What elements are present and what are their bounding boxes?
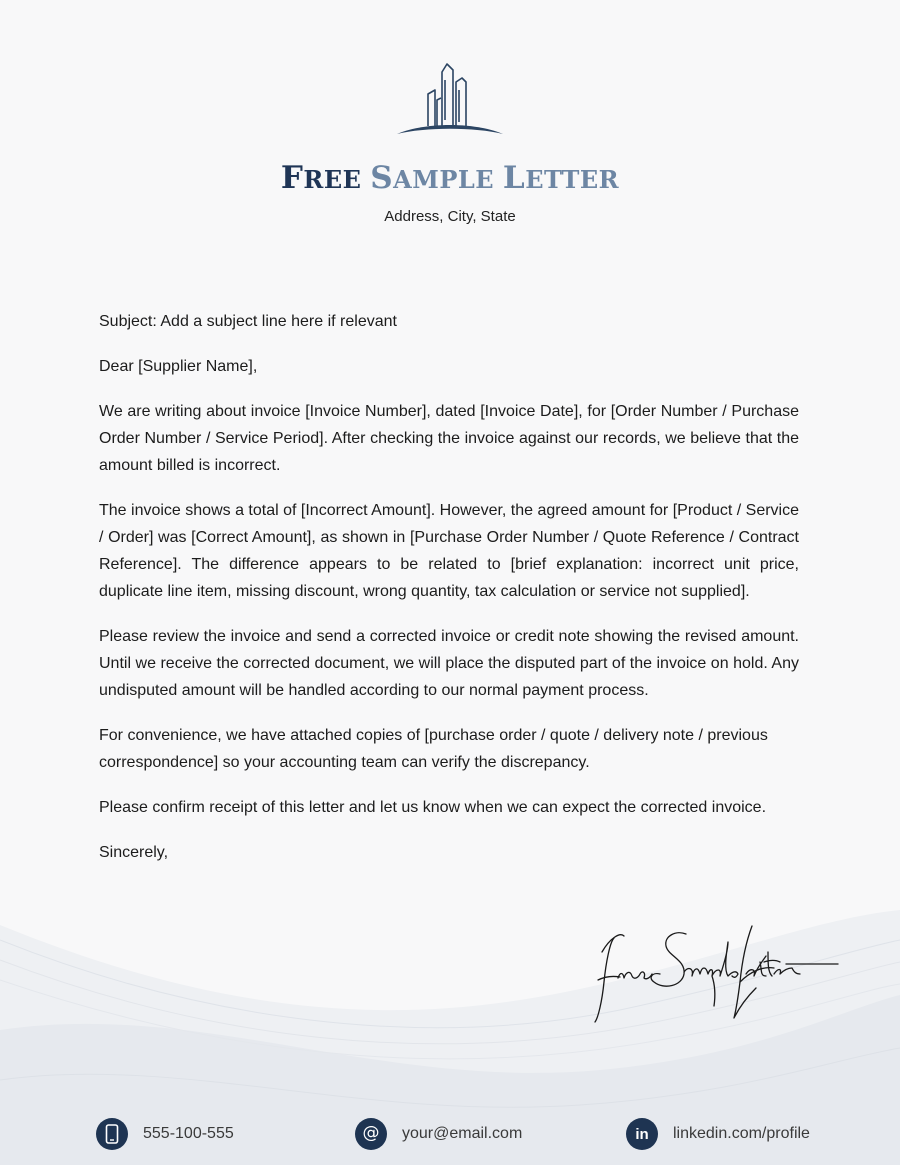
at-icon: @	[355, 1118, 387, 1150]
brand-title: FREE SAMPLE LETTER	[280, 160, 620, 196]
phone-number: 555-100-555	[143, 1125, 234, 1142]
salutation: Dear [Supplier Name],	[99, 358, 258, 375]
letter-body	[99, 308, 799, 884]
paragraph: We are writing about invoice [Invoice Number], dated [Invoice Date], for [Order Number / Purchase Order Number / Service Period]. After checking the invoice against our records, we believe that the amount billed is incorrect.	[99, 403, 799, 474]
footer-phone	[96, 1118, 234, 1150]
footer-linkedin	[626, 1118, 810, 1150]
email-address: your@email.com	[402, 1125, 523, 1142]
linkedin-icon: in	[626, 1118, 658, 1150]
signature	[590, 922, 840, 1026]
paragraph: Please review the invoice and send a corrected invoice or credit note showing the revised amount. Until we receive the corrected document, we will place the disputed part of the invoice on hold. Any undisputed amount will be handled according to our normal payment process.	[99, 628, 799, 699]
phone-icon	[96, 1118, 128, 1150]
footer-email	[355, 1118, 522, 1150]
linkedin-url: linkedin.com/profile	[673, 1125, 810, 1142]
sender-address: Address, City, State	[384, 208, 516, 225]
paragraph: For convenience, we have attached copies of [purchase order / quote / delivery note / previous correspondence] so your accounting team can verify the discrepancy.	[99, 727, 768, 771]
paragraph: Please confirm receipt of this letter and let us know when we can expect the corrected invoice.	[99, 799, 767, 816]
closing: Sincerely,	[99, 844, 169, 861]
subject-line: Subject: Add a subject line here if relevant	[99, 313, 397, 330]
paragraph: The invoice shows a total of [Incorrect Amount]. However, the agreed amount for [Product / Service / Order] was [Correct Amount], as shown in [Purchase Order Number / Quote Reference / Contract Reference]. The difference appears to be related to [brief explanation: incorrect unit price, duplicate line item, missing discount, wrong quantity, tax calculation or service not supplied].	[99, 502, 799, 600]
building-logo	[395, 60, 505, 138]
